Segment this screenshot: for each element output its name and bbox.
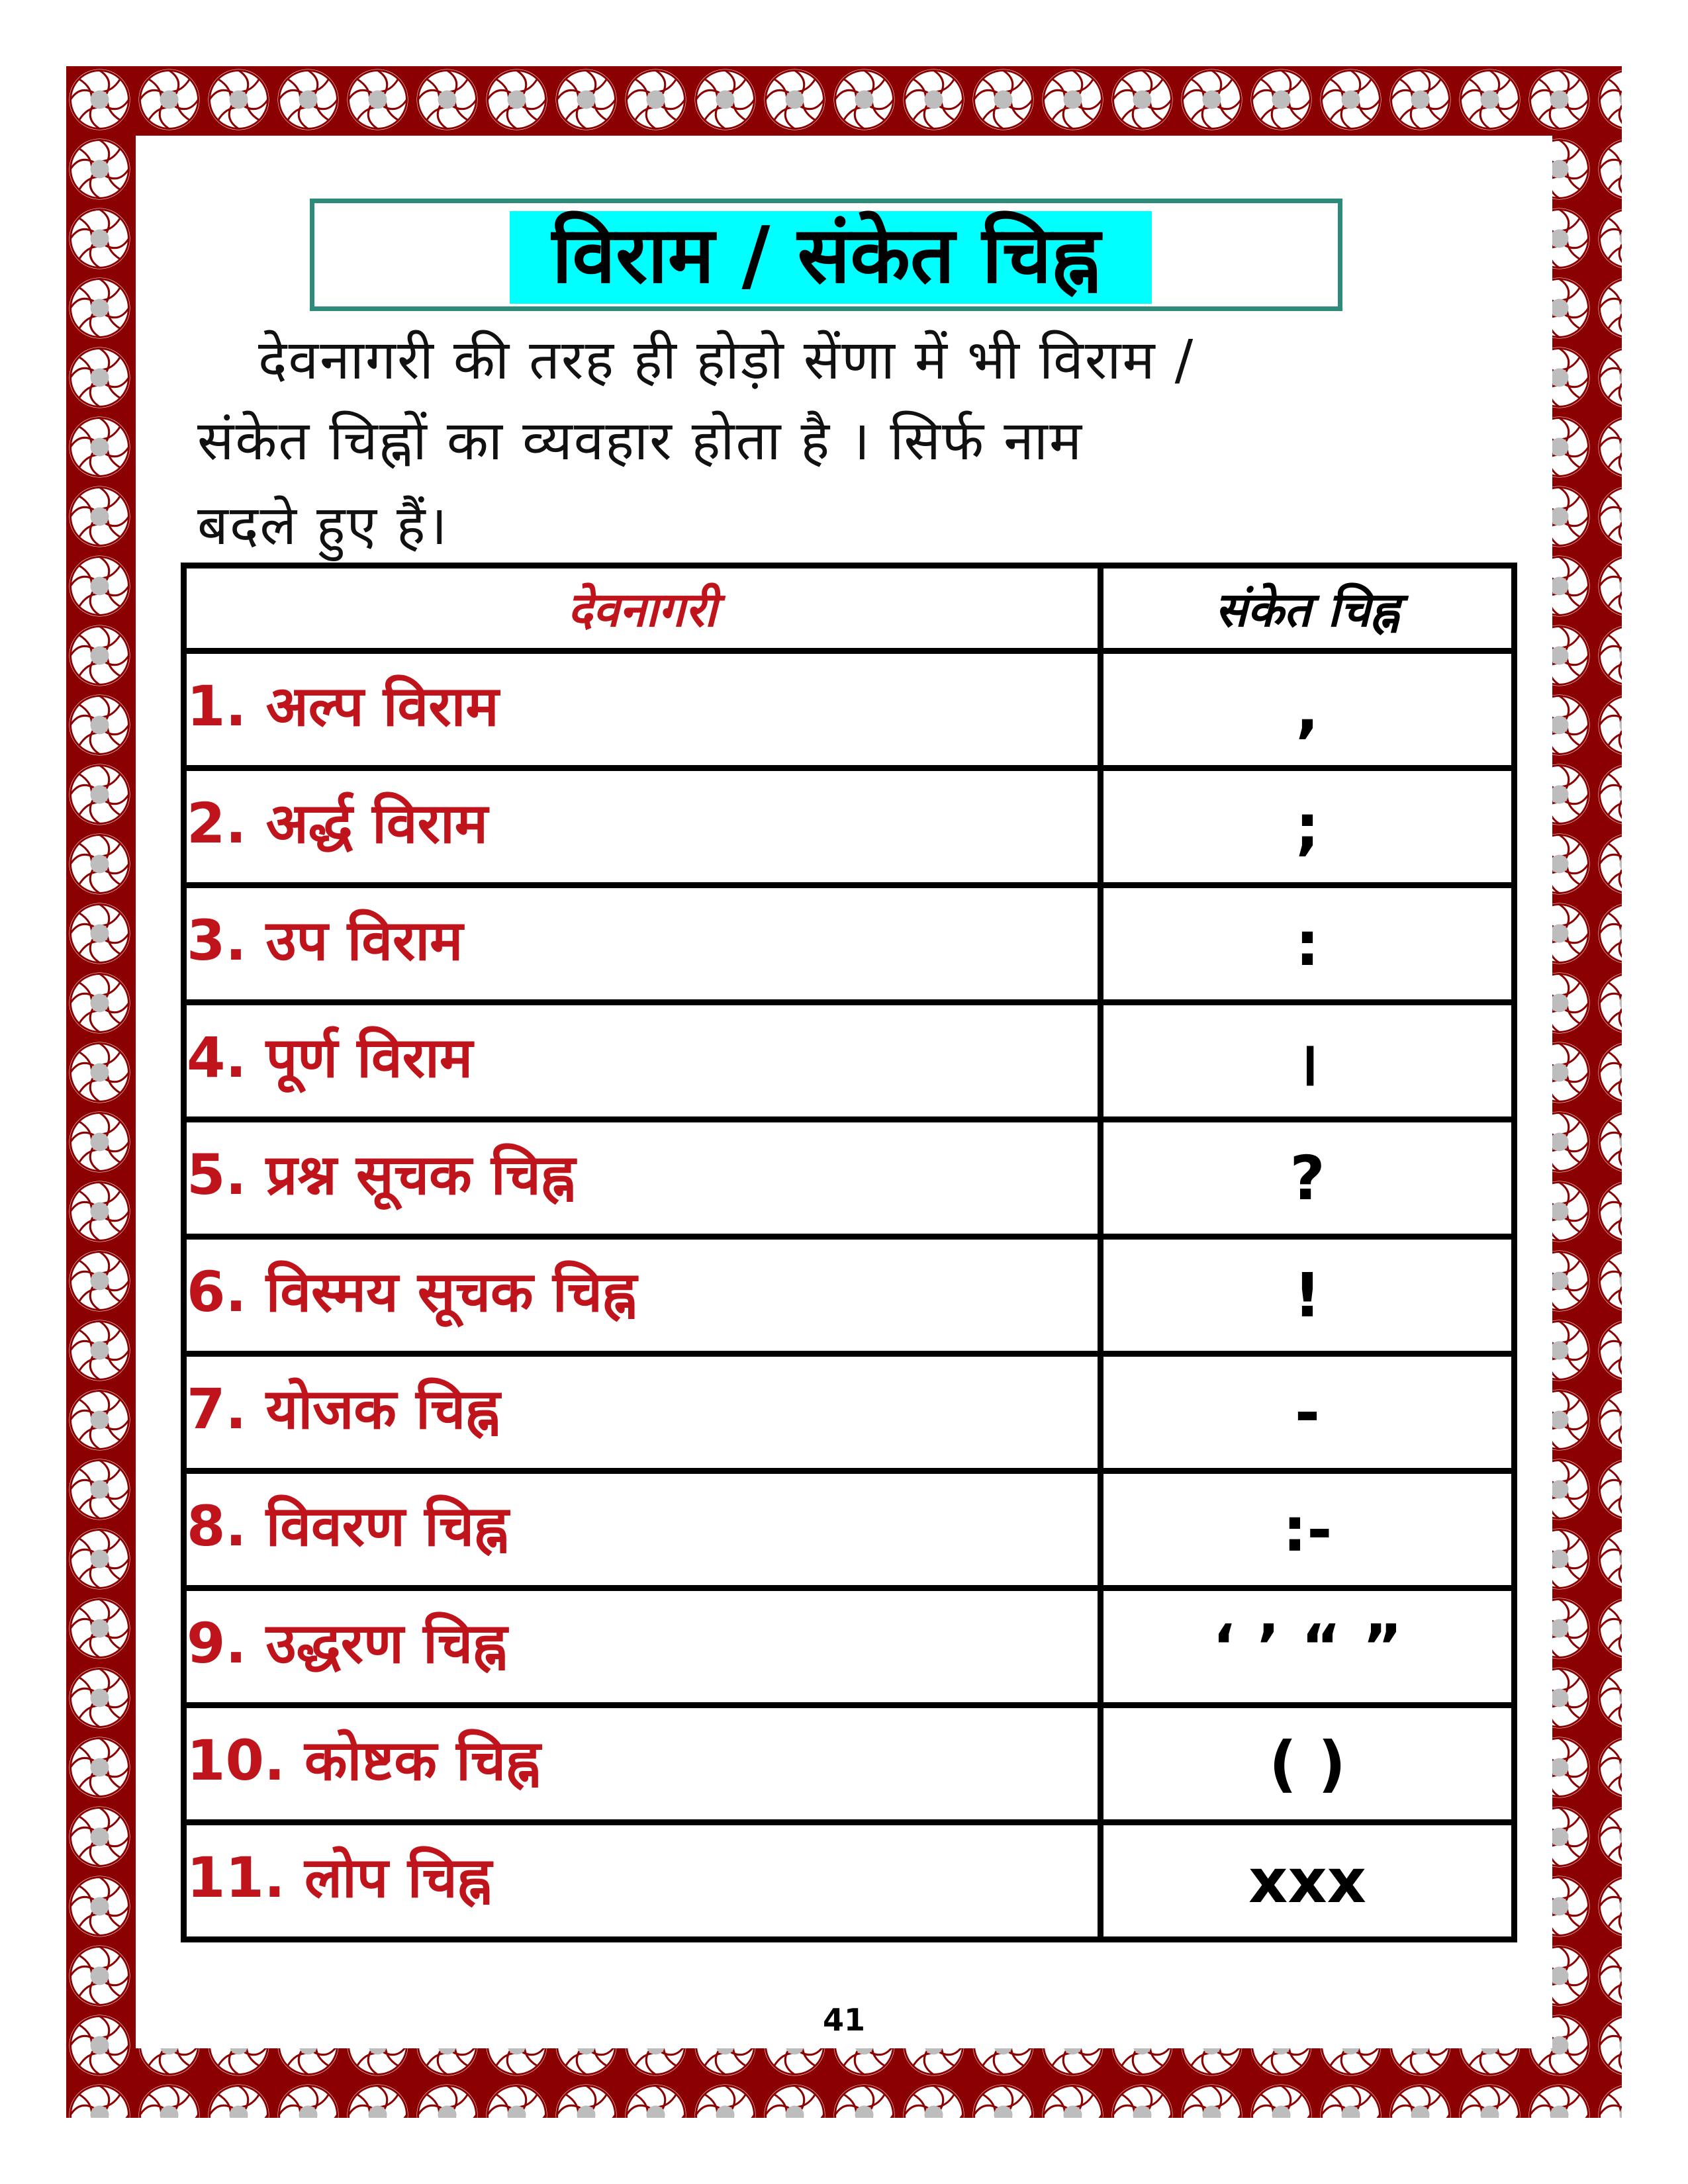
row-label bbox=[184, 651, 1101, 768]
row-symbol: ! bbox=[1101, 1237, 1515, 1354]
row-label-text: 5. प्रश्न सूचक चिह्न bbox=[187, 1142, 576, 1207]
title-box bbox=[310, 199, 1342, 311]
row-symbol: ‘ ’ “ ” bbox=[1101, 1588, 1515, 1706]
table-row bbox=[184, 1120, 1515, 1237]
table-row bbox=[184, 1354, 1515, 1471]
table-row bbox=[184, 1823, 1515, 1940]
row-symbol: - bbox=[1101, 1354, 1515, 1471]
row-label-text: 10. कोष्टक चिह्न bbox=[187, 1728, 541, 1793]
row-label-text: 2. अर्द्ध विराम bbox=[187, 791, 488, 856]
punctuation-table bbox=[181, 563, 1517, 1942]
table-row bbox=[184, 1237, 1515, 1354]
row-label bbox=[184, 1471, 1101, 1588]
row-label-text: 9. उद्धरण चिह्न bbox=[187, 1611, 508, 1676]
row-label-text: 1. अल्प विराम bbox=[187, 674, 499, 739]
table-row bbox=[184, 651, 1515, 768]
intro-line-2: संकेत चिह्नों का व्यवहार होता है । सिर्फ नाम bbox=[197, 410, 1084, 473]
row-symbol: । bbox=[1101, 1003, 1515, 1120]
header-symbol: संकेत चिह्न bbox=[1101, 566, 1515, 651]
row-label bbox=[184, 1706, 1101, 1823]
row-label-text: 8. विवरण चिह्न bbox=[187, 1494, 509, 1559]
row-symbol: xxx bbox=[1101, 1823, 1515, 1940]
row-label bbox=[184, 1588, 1101, 1706]
table-row bbox=[184, 1588, 1515, 1706]
row-label-text: 4. पूर्ण विराम bbox=[187, 1025, 473, 1090]
row-label bbox=[184, 1354, 1101, 1471]
intro-line-3: बदले हुए हैं। bbox=[197, 494, 449, 557]
row-label-text: 3. उप विराम bbox=[187, 908, 463, 973]
page-number: 41 bbox=[822, 2002, 865, 2038]
row-label-text: 11. लोप चिह्न bbox=[187, 1845, 492, 1910]
row-label bbox=[184, 1120, 1101, 1237]
table-row bbox=[184, 1003, 1515, 1120]
table-row bbox=[184, 1706, 1515, 1823]
row-symbol: :- bbox=[1101, 1471, 1515, 1588]
row-symbol: ( ) bbox=[1101, 1706, 1515, 1823]
row-label bbox=[184, 1003, 1101, 1120]
row-symbol: ? bbox=[1101, 1120, 1515, 1237]
row-symbol: ; bbox=[1101, 768, 1515, 886]
page-title: विराम / संकेत चिह्न bbox=[551, 209, 1101, 300]
intro-line-1: देवनागरी की तरह ही होड़ो सेंणा में भी विराम / bbox=[258, 329, 1195, 392]
row-label bbox=[184, 1823, 1101, 1940]
row-symbol: : bbox=[1101, 886, 1515, 1003]
row-label bbox=[184, 768, 1101, 886]
table-row bbox=[184, 768, 1515, 886]
row-label-text: 6. विस्मय सूचक चिह्न bbox=[187, 1259, 637, 1324]
row-label bbox=[184, 1237, 1101, 1354]
row-label bbox=[184, 886, 1101, 1003]
header-devanagari: देवनागरी bbox=[184, 566, 1101, 651]
table-row bbox=[184, 886, 1515, 1003]
row-label-text: 7. योजक चिह्न bbox=[187, 1377, 500, 1441]
row-symbol: , bbox=[1101, 651, 1515, 768]
table-header-row bbox=[184, 566, 1515, 651]
table-row bbox=[184, 1471, 1515, 1588]
